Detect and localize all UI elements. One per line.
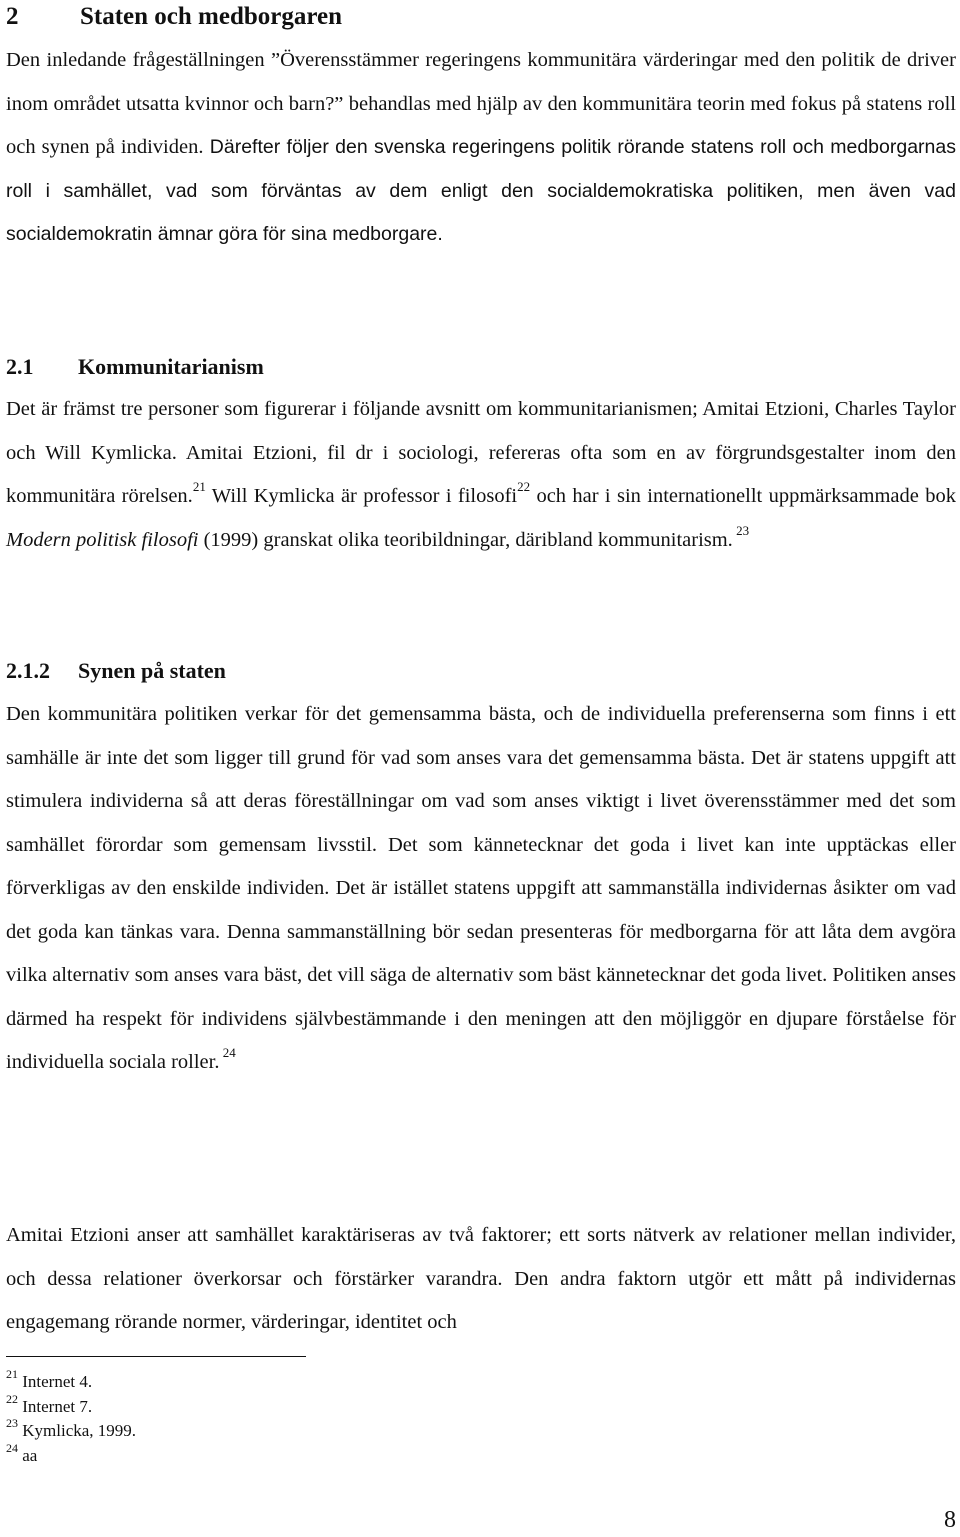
etzioni-paragraph [6,1214,956,1345]
subsection-title: Kommunitarianism [78,354,264,379]
synen-pa-staten-paragraph [6,693,956,1085]
footnote-text: Kymlicka, 1999. [18,1421,137,1440]
book-title: Modern politisk filosofi [6,528,199,551]
footnote-text: Internet 4. [18,1372,93,1391]
intro-text-serif: Den inledande frågeställningen ”Överensstämmer regeringens kommunitära värderingar med den politik de driver inom området utsatta kvinnor och barn?” behandlas med hjälp av den kommunitära teorin med fokus på statens roll och synen på individen. [6,49,956,158]
footnote-separator [6,1356,306,1357]
section-intro-paragraph [6,39,956,257]
footnote-number: 21 [6,1367,18,1382]
subsection-number: 2.1.2 [6,658,50,683]
paragraph-text: Den kommunitära politiken verkar för det gemensamma bästa, och de individuella preferenserna som finns i ett samhälle är inte det som ligger till grund för vad som anses vara det gemensamma bästa. Det är statens uppgift att stimulera individerna så att deras föreställningar om vad som anses viktigt i livet överensstämmer med det som samhället förordar som gemensam livsstil. Det som kännetecknar det goda i livet kan inte upptäckas eller förverkligas av den enskilde individen. Det är istället statens uppgift att sammanställa individernas åsikter om vad det goda kan tänkas vara. Denna sammanställning bör sedan presenteras för medborgarna för att låta dem avgöra vilka alternativ som anses vara bäst, det vill säga de alternativ som bäst kännetecknar det goda livet. Politiken anses därmed ha respekt för individens självbestämmande i den meningen att den möjliggör en djupare förståelse för individuella sociala roller. [6,703,956,1073]
footnotes-list [6,1367,137,1468]
subsection-heading-2-1 [6,352,264,382]
subsection-number: 2.1 [6,354,34,379]
footnote-ref-24[interactable]: 24 [219,1045,236,1061]
page-number: 8 [944,1507,956,1533]
footnote-number: 23 [6,1416,18,1431]
footnote-22 [6,1391,136,1420]
section-number: 2 [6,3,19,30]
footnote-24 [6,1440,136,1469]
footnote-text: Internet 7. [18,1396,93,1416]
intro-text-sans: Därefter följer den svenska regeringens politik rörande statens roll och medborgarnas roll i samhället, vad som förväntas av dem enligt den socialdemokratiska politiken, men även vad socialdemokratin ämnar göra för sina medborgare. [6,136,956,245]
paragraph-text: Will Kymlicka är professor i filosofi [205,485,518,507]
footnote-number: 24 [6,1440,18,1455]
footnote-number: 22 [6,1391,18,1406]
footnote-ref-21[interactable]: 21 [192,479,206,495]
footnote-23 [6,1416,137,1444]
paragraph-text: Det är främst tre personer som figurerar i följande avsnitt om kommunitarianismen; Amitai Etzioni, Charles Taylor och Will Kymlicka. Amitai Etzioni, fil dr i sociologi, refereras ofta som en av förgrundsgestalter inom den kommunitära rörelsen. [6,398,956,507]
footnote-ref-22[interactable]: 22 [517,479,531,495]
footnote-21 [6,1367,136,1395]
paragraph-text: Amitai Etzioni anser att samhället karaktäriseras av två faktorer; ett sorts nätverk av relationer mellan individer, och dessa relationer överkorsar och förstärker varandra. Den andra faktorn utgör ett mått på individernas engagemang rörande normer, värderingar, identitet och [6,1224,956,1333]
paragraph-text: och har i sin internationellt uppmärksammade bok [530,485,956,507]
subsection-heading-2-1-2 [6,656,226,686]
section-heading [6,2,342,32]
footnote-ref-23[interactable]: 23 [732,522,750,538]
kommunitarianism-paragraph [6,388,956,562]
paragraph-text: (1999) granskat olika teoribildningar, däribland kommunitarism. [198,528,733,551]
section-title: Staten och medborgaren [80,3,343,30]
subsection-title: Synen på staten [78,658,226,683]
footnote-text: aa [18,1445,38,1465]
